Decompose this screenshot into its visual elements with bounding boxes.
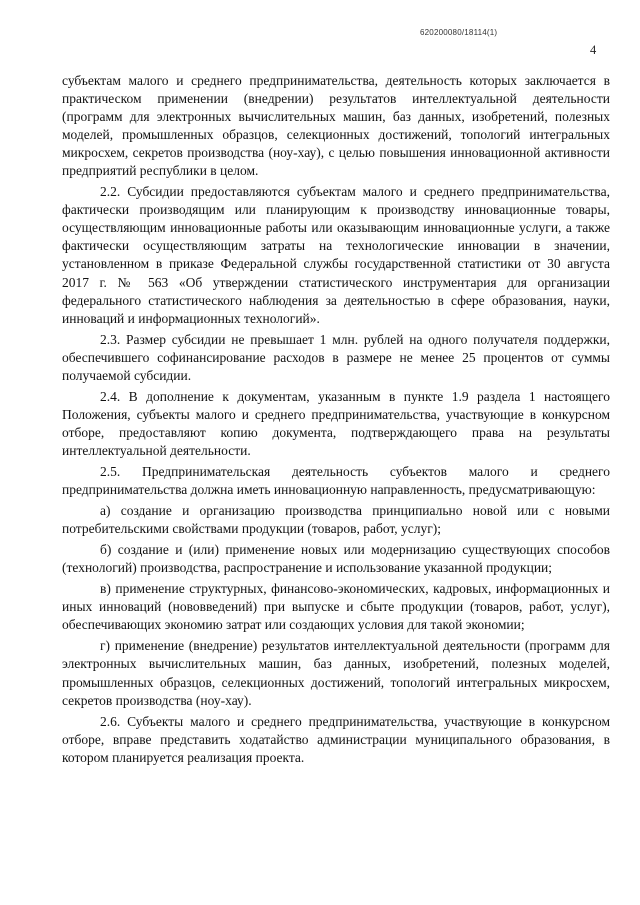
list-item-a: а) создание и организацию производства принципиально новой или с новыми потребительскими свойствами продукции (товаров, работ, услуг); [62, 503, 610, 537]
list-item-b: б) создание и (или) применение новых или модернизацию существующих способов (технологий) производства, распространение и использование указанной продукции; [62, 542, 610, 576]
document-id: 620200080/18114(1) [420, 28, 498, 37]
paragraph-continuation: субъектам малого и среднего предпринимательства, деятельность которых заключается в практическом применении (внедрении) результатов интеллектуальной деятельности (программ для электронных вычислительных машин, баз данных, изобретений, полезных моделей, промышленных образцов, селекционных достижений, топологий интегральных микросхем, секретов производства (ноу-хау), с целью повышения инновационной активности предприятий республики в целом. [62, 73, 610, 179]
paragraph-2-2: 2.2. Субсидии предоставляются субъектам малого и среднего предпринимательства, фактически производящим или планирующим к производству инновационные товары, осуществляющим инновационные работы или оказывающим инновационные услуги, а также фактически осуществляющим затраты на технологические инновации в значении, установленном в приказе Федеральной службы государственной статистики от 30 августа 2017 г. № 563 «Об утверждении статистического инструментария для организации федерального статистического наблюдения за деятельностью в сфере образования, науки, инноваций и информационных технологий». [62, 184, 610, 326]
list-item-g: г) применение (внедрение) результатов интеллектуальной деятельности (программ для электронных вычислительных машин, баз данных, изобретений, полезных моделей, промышленных образцов, селекционных достижений, топологий интегральных микросхем, секретов производства (ноу-хау). [62, 638, 610, 708]
paragraph-2-3: 2.3. Размер субсидии не превышает 1 млн. рублей на одного получателя поддержки, обеспечившего софинансирование расходов в размере не менее 25 процентов от суммы получаемой субсидии. [62, 331, 610, 383]
paragraph-2-5: 2.5. Предпринимательская деятельность субъектов малого и среднего предпринимательства должна иметь инновационную направленность, предусматривающую: [62, 463, 610, 498]
page-number: 4 [590, 43, 597, 57]
paragraph-2-6: 2.6. Субъекты малого и среднего предпринимательства, участвующие в конкурсном отборе, вправе представить ходатайство администрации муниципального образования, в котором планируется реализация проекта. [62, 713, 610, 765]
list-item-v: в) применение структурных, финансово-экономических, кадровых, информационных и иных инноваций (нововведений) при выпуске и сбыте продукции (товаров, работ, услуг), обеспечивающих экономию затрат или создающих условия для такой экономии; [62, 581, 610, 633]
paragraph-2-4: 2.4. В дополнение к документам, указанным в пункте 1.9 раздела 1 настоящего Положения, субъекты малого и среднего предпринимательства, участвующие в конкурсном отборе, предоставляют копию документа, подтверждающего права на результаты интеллектуальной деятельности. [62, 388, 610, 458]
document-body [62, 72, 610, 770]
